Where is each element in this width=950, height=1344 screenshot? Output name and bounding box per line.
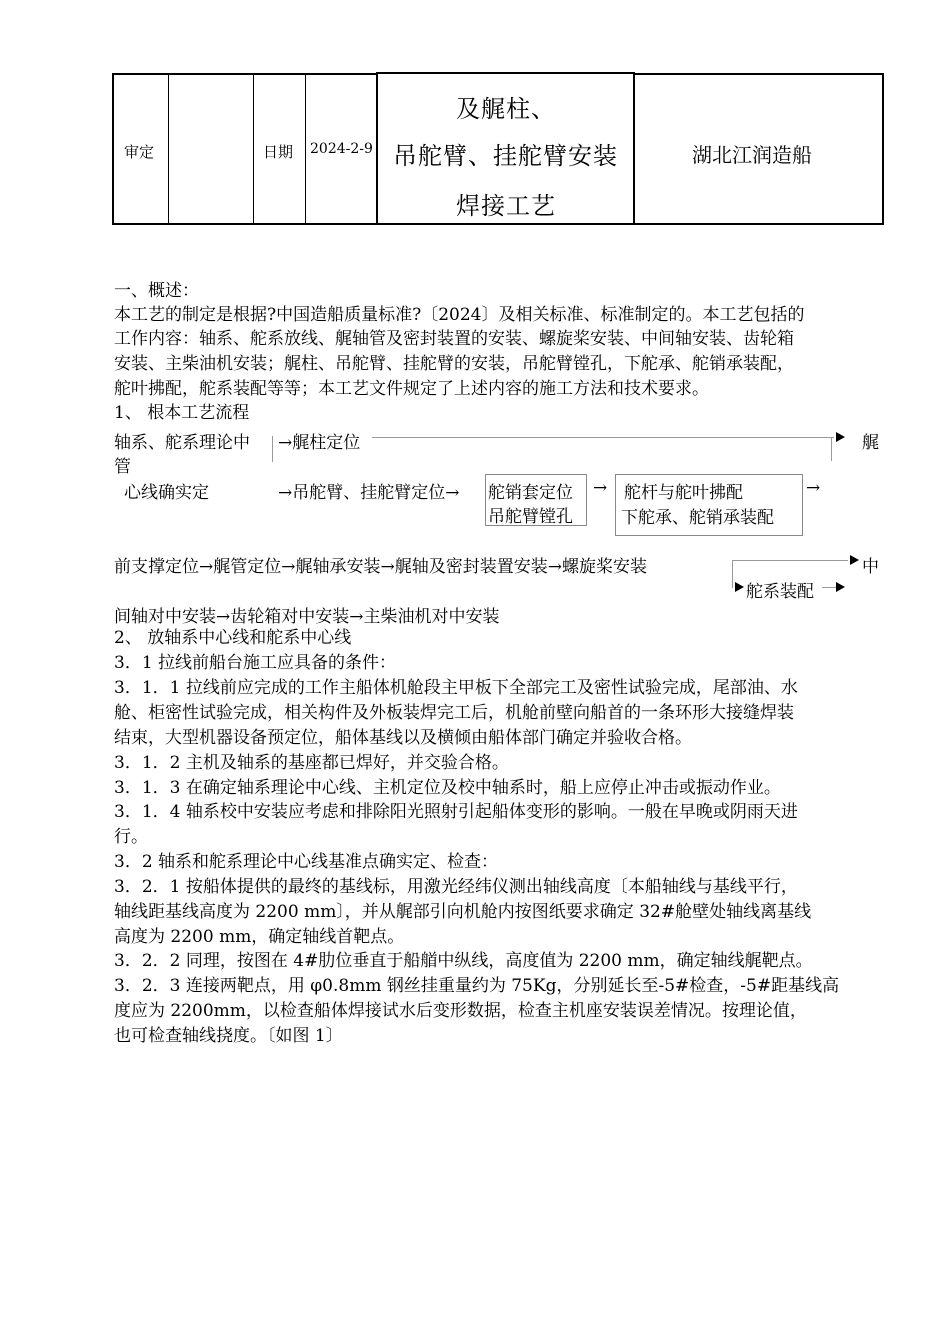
flow-step-rudder-arm: →吊舵臂、挂舵臂定位→	[278, 483, 460, 503]
flow-box-pintle-line-1: 舵销套定位	[488, 483, 573, 503]
flow-bracket	[831, 437, 832, 461]
paragraph-line: 安装、主柴油机安装；艉柱、吊舵臂、挂舵臂的安装，吊舵臂镗孔，下舵承、舵销承装配，	[114, 354, 794, 374]
paragraph-line: 3．1．3 在确定轴系理论中心线、主机定位及校中轴系时，船上应停止冲击或振动作业。	[114, 778, 781, 798]
paragraph-line: 工作内容：轴系、舵系放线、艉轴管及密封装置的安装、螺旋桨安装、中间轴安装、齿轮箱	[114, 329, 794, 349]
date-value: 2024-2-9	[310, 141, 373, 157]
flow-arrow-end: →	[806, 478, 821, 498]
flow-bracket	[272, 436, 273, 462]
flow-step-sternpost: →艉柱定位	[278, 433, 361, 453]
flow-arrow-icon	[850, 555, 859, 565]
header-divider	[253, 74, 254, 224]
header-divider	[305, 74, 306, 224]
subsection-heading: 3．2 轴系和舵系理论中心线基准点确实定、检查：	[114, 852, 499, 872]
flow-start-line-2: 管	[114, 457, 131, 477]
section-heading-process: 1、 根本工艺流程	[114, 403, 250, 423]
flow-row-2: 前支撑定位→艉管定位→艉轴承安装→艉轴及密封装置安装→螺旋桨安装	[114, 557, 647, 577]
flow-arrow-icon	[735, 582, 744, 592]
paragraph-line: 3．2．3 连接两靶点，用 φ0.8mm 钢丝挂重量约为 75Kg，分别延长至-5#检查，-5#距基线高	[114, 976, 840, 996]
paragraph-line: 高度为 2200 mm，确定轴线首靶点。	[114, 927, 405, 947]
paragraph-line: 结束，大型机器设备预定位，船体基线以及横倾由船体部门确定并验收合格。	[114, 728, 692, 748]
paragraph-line: 行。	[114, 827, 148, 847]
flow-box-rudder-line-1: 舵杆与舵叶拂配	[624, 483, 743, 503]
flow-connector	[732, 560, 848, 561]
paragraph-line: 轴线距基线高度为 2200 mm〕，并从艉部引向机舱内按图纸要求确定 32#舱壁处轴线离基线	[114, 902, 812, 922]
flow-box-rudder-line-2: 下舵承、舵销承装配	[621, 508, 774, 528]
review-label: 审定	[124, 143, 155, 161]
flow-row-2-end: 中	[862, 557, 879, 577]
paragraph-line: 舵叶拂配，舵系装配等等；本工艺文件规定了上述内容的施工方法和技术要求。	[114, 379, 709, 399]
flow-bracket	[732, 560, 733, 588]
paragraph-line: 3．1．2 主机及轴系的基座都已焊好，并交验合格。	[114, 753, 509, 773]
flow-end-char: 艉	[862, 433, 879, 453]
section-heading: 2、 放轴系中心线和舵系中心线	[114, 628, 352, 648]
flow-start-line-3: 心线确实定	[124, 483, 209, 503]
header-divider	[168, 74, 169, 224]
flow-arrow-icon	[836, 582, 845, 592]
flow-row-3: 间轴对中安装→齿轮箱对中安装→主柴油机对中安装	[114, 607, 500, 627]
paragraph-line: 舱、柜密性试验完成，相关构件及外板装焊完工后，机舱前壁向船首的一条环形大接缝焊装	[114, 703, 794, 723]
paragraph-line: 3．2．2 同理，按图在 4#肋位垂直于船艏中纵线，高度值为 2200 mm，确定轴线艉靶点。	[114, 951, 813, 971]
paragraph-line: 3．1．1 拉线前应完成的工作主船体机舱段主甲板下全部完工及密性试验完成，尾部油、水	[114, 678, 798, 698]
flow-box-pintle-line-2: 吊舵臂镗孔	[488, 507, 573, 527]
company-name: 湖北江润造船	[692, 143, 812, 167]
paragraph-line: 3．1．4 轴系校中安装应考虑和排除阳光照射引起船体变形的影响。一般在早晚或阴雨天进	[114, 802, 798, 822]
flow-start-line-1: 轴系、舵系理论中	[114, 433, 250, 453]
paragraph-line: 也可检查轴线挠度。〔如图 1〕	[114, 1026, 343, 1046]
doc-title-line-2: 吊舵臂、挂舵臂安装	[393, 142, 618, 170]
paragraph-line: 3．2．1 按船体提供的最终的基线标，用激光经纬仪测出轴线高度〔本船轴线与基线平行，	[114, 877, 798, 897]
doc-title-line-1: 及艉柱、	[456, 95, 556, 123]
section-heading-overview: 一、概述：	[114, 281, 199, 301]
flow-arrow-icon	[836, 432, 845, 442]
flow-arrow-mid: →	[593, 478, 608, 498]
flow-rudder-assembly: 舵系装配	[746, 582, 814, 602]
date-label: 日期	[263, 143, 294, 161]
paragraph-line: 度应为 2200mm，以检查船体焊接试水后变形数据，检查主机座安装误差情况。按理论值，	[114, 1001, 807, 1021]
flow-connector	[372, 437, 834, 438]
subsection-heading: 3．1 拉线前船台施工应具备的条件：	[114, 653, 397, 673]
doc-title-line-3: 焊接工艺	[456, 192, 556, 220]
paragraph-line: 本工艺的制定是根据?中国造船质量标准?〔2024〕及相关标准、标准制定的。本工艺包括的	[114, 305, 805, 325]
